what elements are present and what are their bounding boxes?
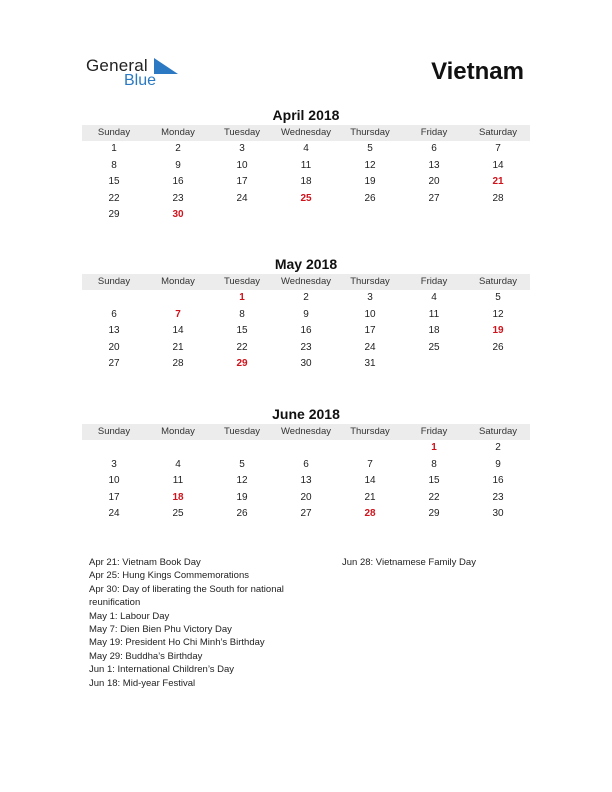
holiday-entry: May 1: Labour Day (89, 610, 170, 622)
holiday-entry: Jun 18: Mid-year Festival (89, 677, 196, 689)
day-cell: 1 (111, 143, 117, 154)
month-title: June 2018 (272, 406, 340, 422)
day-cell: 14 (364, 475, 376, 487)
weekday-header: Friday (420, 276, 448, 287)
day-cell: 15 (108, 176, 120, 188)
day-cell: 4 (175, 458, 181, 470)
day-cell: 26 (364, 192, 376, 204)
week-row (82, 356, 530, 373)
logo-word-general: General (86, 56, 148, 75)
day-cell: 19 (236, 491, 248, 503)
holiday-day-cell: 25 (300, 192, 312, 204)
day-cell: 4 (431, 292, 437, 303)
day-cell: 12 (236, 475, 248, 487)
day-cell: 10 (364, 308, 376, 320)
day-cell: 6 (431, 143, 437, 154)
holiday-entry: May 19: President Ho Chi Minh’s Birthday (89, 637, 265, 649)
month-june (82, 405, 530, 523)
day-cell: 10 (108, 475, 120, 487)
day-cell: 25 (172, 508, 184, 520)
day-cell: 24 (364, 341, 376, 353)
week-row (82, 207, 530, 224)
day-cell: 20 (108, 341, 120, 353)
day-cell: 14 (492, 159, 504, 171)
day-cell: 2 (175, 143, 181, 154)
day-cell: 2 (303, 292, 309, 303)
day-cell: 3 (239, 143, 245, 154)
day-cell: 11 (300, 159, 312, 171)
day-cell: 29 (108, 209, 120, 221)
holiday-entry: Jun 28: Vietnamese Family Day (342, 557, 476, 568)
day-cell: 28 (492, 192, 504, 204)
weekday-header: Wednesday (281, 426, 331, 437)
week-row (82, 457, 530, 474)
holiday-day-cell: 30 (172, 209, 184, 221)
weekday-header: Thursday (350, 276, 390, 287)
weekday-header: Sunday (97, 127, 131, 138)
week-row (82, 473, 530, 490)
day-cell: 13 (300, 475, 312, 487)
day-cell (146, 440, 210, 457)
day-cell: 16 (172, 176, 184, 188)
day-cell: 7 (367, 458, 373, 470)
day-cell: 22 (108, 192, 120, 204)
day-cell: 16 (300, 325, 312, 337)
day-cell (274, 440, 338, 457)
day-cell: 7 (495, 143, 501, 154)
day-cell: 23 (300, 341, 312, 353)
week-row (82, 191, 530, 208)
weekday-header-row (82, 424, 530, 440)
day-cell: 27 (428, 192, 440, 204)
day-cell: 10 (236, 159, 248, 171)
day-cell: 5 (239, 458, 245, 470)
month-title: April 2018 (272, 107, 340, 123)
day-cell: 21 (364, 491, 376, 503)
day-cell: 8 (239, 308, 245, 320)
day-cell: 27 (300, 508, 312, 520)
day-cell: 26 (492, 341, 504, 353)
weekday-header: Friday (420, 127, 448, 138)
holiday-day-cell: 7 (175, 308, 181, 320)
weekday-header: Tuesday (223, 426, 261, 437)
week-row (82, 141, 530, 158)
holiday-day-cell: 19 (492, 325, 504, 337)
weekday-header: Thursday (350, 426, 390, 437)
weekday-header: Tuesday (223, 276, 261, 287)
month-may (82, 255, 530, 373)
day-cell: 8 (431, 458, 437, 470)
week-row (82, 290, 530, 307)
logo-word-blue: Blue (124, 72, 157, 89)
day-cell: 22 (428, 491, 440, 503)
day-cell: 6 (111, 308, 117, 320)
day-cell: 21 (172, 341, 184, 353)
day-cell: 11 (428, 308, 440, 320)
day-cell: 20 (300, 491, 312, 503)
holiday-day-cell: 18 (172, 491, 184, 503)
day-cell: 28 (172, 358, 184, 370)
weekday-header: Wednesday (281, 127, 331, 138)
month-april (82, 106, 530, 224)
week-row (82, 440, 530, 457)
week-row (82, 307, 530, 324)
day-cell: 12 (492, 308, 504, 320)
day-cell: 26 (236, 508, 248, 520)
week-row (82, 158, 530, 175)
weekday-header: Monday (161, 127, 195, 138)
holiday-day-cell: 29 (236, 358, 248, 370)
day-cell (466, 207, 530, 224)
weekday-header: Saturday (478, 426, 518, 437)
day-cell (210, 207, 274, 224)
weekday-header: Friday (420, 426, 448, 437)
day-cell (82, 440, 146, 457)
day-cell: 13 (108, 325, 120, 337)
day-cell: 8 (111, 159, 117, 171)
country-title: Vietnam (431, 58, 524, 85)
day-cell (402, 356, 466, 373)
weekday-header-row (82, 125, 530, 141)
day-cell: 16 (492, 475, 504, 487)
day-cell: 4 (303, 143, 309, 154)
weekday-header: Monday (161, 426, 195, 437)
holiday-day-cell: 21 (492, 176, 504, 188)
weekday-header: Monday (161, 276, 195, 287)
day-cell: 25 (428, 341, 440, 353)
day-cell: 17 (364, 325, 376, 337)
holiday-entry: May 7: Dien Bien Phu Victory Day (89, 624, 232, 636)
day-cell: 31 (364, 358, 376, 370)
month-title: May 2018 (274, 256, 338, 272)
generalblue-logo (86, 56, 196, 92)
holiday-day-cell: 1 (431, 442, 437, 453)
day-cell: 14 (172, 325, 184, 337)
day-cell (338, 440, 402, 457)
day-cell: 12 (364, 159, 376, 171)
day-cell (274, 207, 338, 224)
weekday-header-row (82, 274, 530, 290)
day-cell: 9 (495, 458, 501, 470)
holiday-list-left (89, 556, 319, 690)
day-cell: 22 (236, 341, 248, 353)
weekday-header: Thursday (350, 127, 390, 138)
day-cell: 29 (428, 508, 440, 520)
day-cell: 30 (492, 508, 504, 520)
holiday-entry: Apr 30: Day of liberating the South for national reunification (89, 583, 284, 609)
weekday-header: Sunday (97, 276, 131, 287)
holiday-entry: Apr 21: Vietnam Book Day (89, 557, 201, 568)
logo-triangle-icon (154, 58, 178, 74)
day-cell (402, 207, 466, 224)
holiday-entry: May 29: Buddha’s Birthday (89, 650, 203, 662)
week-row (82, 174, 530, 191)
weekday-header: Sunday (97, 426, 131, 437)
week-row (82, 506, 530, 523)
day-cell (146, 290, 210, 307)
day-cell: 5 (367, 143, 373, 154)
holiday-day-cell: 28 (364, 508, 376, 520)
day-cell: 24 (108, 508, 120, 520)
day-cell: 15 (236, 325, 248, 337)
day-cell: 20 (428, 176, 440, 188)
day-cell (466, 356, 530, 373)
day-cell: 9 (175, 159, 181, 171)
day-cell: 19 (364, 176, 376, 188)
day-cell: 17 (108, 491, 120, 503)
day-cell: 6 (303, 458, 309, 470)
day-cell: 23 (172, 192, 184, 204)
day-cell (338, 207, 402, 224)
holiday-entry: Jun 1: International Children’s Day (89, 664, 235, 676)
day-cell: 3 (367, 292, 373, 303)
holiday-list-right (342, 556, 542, 569)
day-cell: 5 (495, 292, 501, 303)
day-cell: 18 (428, 325, 440, 337)
weekday-header: Saturday (478, 276, 518, 287)
day-cell: 9 (303, 308, 309, 320)
day-cell: 3 (111, 458, 117, 470)
day-cell: 23 (492, 491, 504, 503)
day-cell: 11 (172, 475, 184, 487)
week-row (82, 490, 530, 507)
holiday-entry: Apr 25: Hung Kings Commemorations (89, 570, 249, 582)
day-cell: 18 (300, 176, 312, 188)
day-cell: 24 (236, 192, 248, 204)
day-cell (210, 440, 274, 457)
weekday-header: Wednesday (281, 276, 331, 287)
day-cell: 27 (108, 358, 120, 370)
day-cell: 2 (495, 442, 501, 453)
day-cell: 30 (300, 358, 312, 370)
holiday-day-cell: 1 (239, 292, 245, 303)
day-cell: 15 (428, 475, 440, 487)
week-row (82, 340, 530, 357)
week-row (82, 323, 530, 340)
day-cell: 13 (428, 159, 440, 171)
weekday-header: Saturday (478, 127, 518, 138)
day-cell: 17 (236, 176, 248, 188)
weekday-header: Tuesday (223, 127, 261, 138)
day-cell (82, 290, 146, 307)
